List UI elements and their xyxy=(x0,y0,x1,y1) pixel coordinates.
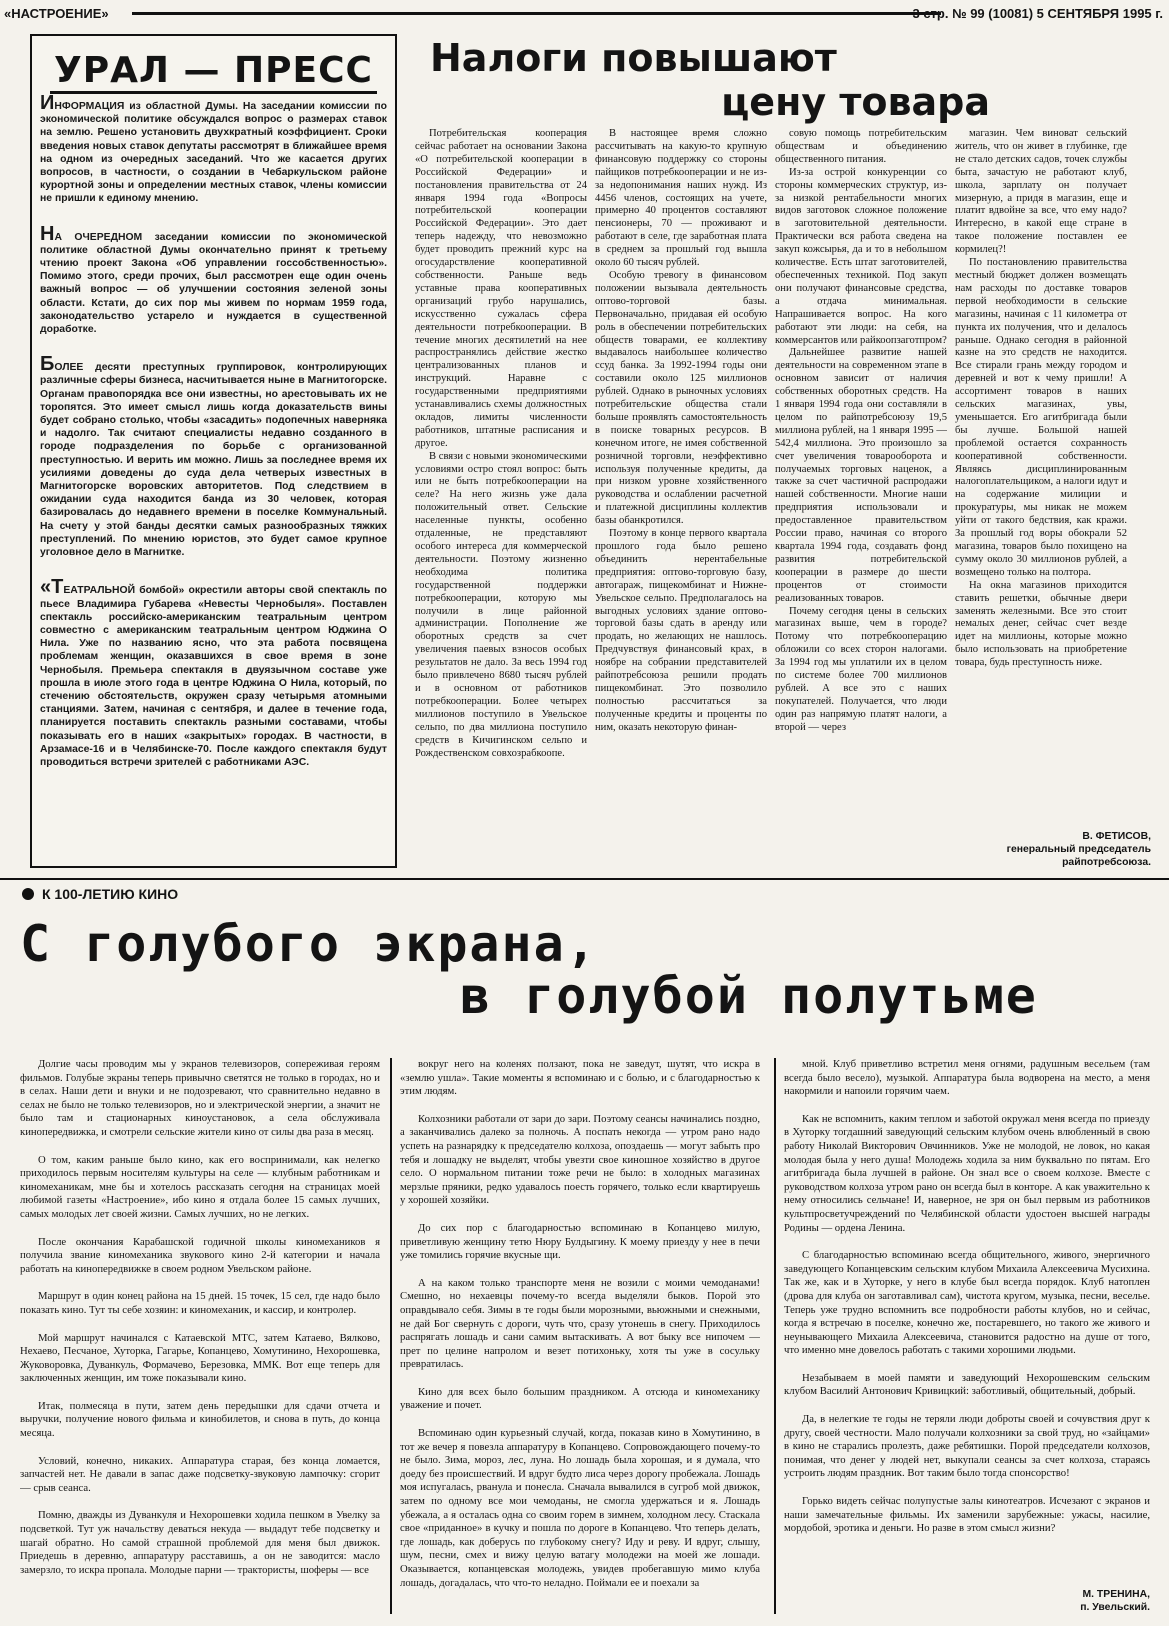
tax-paragraph: В связи с новыми экономическими условиями остро стоял вопрос: быть или не быть потребкооперации на селе? На него жизнь уже дала положительный ответ. Сельские населенные пункты, особенно отдаленные, не представляют особого интереса для коммерческой деятельности. Поэтому жизненно необходима политика государственной поддержки потребкооперации, которую мы получили в лице районной администрации. Пополнение же оборотных средств за счет увеличения паевых взносов особых результатов не дало. За весь 1994 год было привлечено 8680 тысяч рублей и в основном от работников потребкооперации. Более четырех миллионов поступило в Увельское сельпо, по два миллиона поступило средств в Кичигинском сельпо и Рождественском совхозрабкоопе. xyxy=(415,450,587,759)
ural-press-title: УРАЛ — ПРЕСС xyxy=(40,50,387,91)
cinema-paragraph: Условий, конечно, никаких. Аппаратура старая, без конца ломается, запчастей нет. Не давали в запас даже подсветку-звуковую лампочку: сгорит — срыв сеанса. xyxy=(20,1454,380,1494)
issue-info: 3 стр. № 99 (10081) 5 СЕНТЯБРЯ 1995 г. xyxy=(912,6,1163,21)
cinema-title-line1: С голубого экрана, xyxy=(20,915,598,973)
cinema-paragraph: Колхозники работали от зари до зари. Поэтому сеансы начинались поздно, а заканчивались далеко за полночь. А поспать некогда — утром рано надо успеть на разнарядку к председателю колхоза, опоздаешь — могут забыть про тебя и лошадку не выделят, чтобы увезти свое киношное хозяйство в другое село. О нормальном питании тоже речи не было: в холодных магазинах мерзлые пряники, редко удавалось поесть горячего, только если квартируешь у хорошей хозяйки. xyxy=(400,1112,760,1207)
news-item-lead: Б xyxy=(40,353,55,376)
news-item-lead: «Т xyxy=(40,576,64,599)
cinema-rubric xyxy=(22,886,178,902)
tax-signature-name: В. ФЕТИСОВ, xyxy=(1082,831,1151,842)
cinema-title-line2: в голубой полутьме xyxy=(460,967,1038,1025)
tax-paragraph: Из-за острой конкуренции со стороны коммерческих структур, из-за низкой рентабельности многих видов заготовок сложное положение в заготовительной деятельности. Практически вся работа сведена на закуп кожсырья, да и то в небольшом количестве. Есть штат заготовителей, обеспеченных техникой. Под закуп они получают финансовые средства, а отдача минимальная. Напрашивается вопрос. На кого работают эти люди: на себя, на коммерсантов или райкоопзаготпром? xyxy=(775,166,947,346)
cinema-paragraph: вокруг него на коленях ползают, пока не заведут, шутят, что искра в «землю ушла». Такие моменты я вспоминаю и с болью, и с благодарностью к этим людям. xyxy=(400,1058,760,1098)
news-item-text: НФОРМАЦИЯ из областной Думы. На заседании комиссии по экономической политике обсуждался вопрос о размерах ставок на землю. Решено установить двухкратный коэффициент. Сроки введения новых ставок депутаты рассмотрят в ближайшее время на одном из очередных заседаний. Что же касается других вопросов, в частности, о создании в Чебаркульском районе курортной зоны и определении местных ставок, члены комиссии не пришли к единому мнению. xyxy=(40,101,387,205)
tax-signature-role: генеральный председатель райпотребсоюза. xyxy=(1006,844,1151,868)
cinema-signature-name: М. ТРЕНИНА, xyxy=(1082,1589,1150,1600)
news-item xyxy=(40,222,387,337)
ural-press-box xyxy=(30,34,397,868)
tax-paragraph: Дальнейшее развитие нашей деятельности на современном этапе в основном зависит от наличия собственных оборотных средств. На 1 января 1994 года они составляли в целом по райпотребсоюзу 19,5 миллиона рублей, на 1 января 1995 — 542,4 миллиона. Это произошло за счет увеличения товарооборота и получаемых торговых наценок, а также за счет частичной распродажи нашей собственности. Многие наши предприятия использовали и предоставленное правительством России право, начиная со второго квартала 1994 года, создавать фонд развития потребительской кооперации в размере до шести процентов от стоимости реализованных товаров. xyxy=(775,347,947,604)
cinema-paragraph: Вспоминаю один курьезный случай, когда, показав кино в Хомутинино, в тот же вечер я повезла аппаратуру в Копанцево. Сопровождающего почему-то не было. Зима, мороз, лес, луна. Но лошадь была хорошая, и я думала, что доеду без происшествий. И вдруг будто лиса через дорогу пробежала. Лошадь моя испугалась, рванула и понесла. Сначала вывалился в сугроб мой движок, затем по одному все мои чемоданы, не смогла удержаться и я. Лошадь убежала, а я осталась одна со своим горем в зимнем, холодном лесу. Стаскала свое «приданное» в кучку и пошла по дороге в Копанцево. Что теперь делать, где лошадь, как доберусь по глубокому снегу? Иду и реву. И вдруг, слышу, шум, песни, смех и вижу целую ватагу молодежи на моей же лошади. Оказывается, копанцевская молодежь, увидев пробегавшую мимо клуба лошадь, догадалась, что что-то неладно. Поймали ее и поехали за xyxy=(400,1427,760,1589)
cinema-paragraph: А на каком только транспорте меня не возили с моими чемоданами! Смешно, но нехаевцы почему-то всегда выделяли быков. Порой это оправдывало себя. Зимы в те годы были морозными, вьюжными и снежными, не дай Бог свернуть с дороги, чуть что, сразу утонешь в снегу. Приходилось распрягать лошадь и сани самим вытаскивать. А вот быку все нипочем — прет по целине напролом и везет потихоньку, хотя ты уже в сосульку превратилась. xyxy=(400,1276,760,1371)
cinema-paragraph: Да, в нелегкие те годы не теряли люди доброты своей и сочувствия друг к другу, своей честности. Мало получали колхозники за свой труд, но «зайцами» в кино не старались пролезть, даже ребятишки. Порой председатели колхозов, понимая, что денег у людей нет, выкупали сеансы за счет колхоза, стараясь устроить людям праздник. Вот таким было тогда спонсорство! xyxy=(784,1413,1150,1480)
header-rule xyxy=(132,12,941,15)
cinema-paragraph: Маршрут в один конец района на 15 дней. 15 точек, 15 сел, где надо было показать кино. Тут ты себе хозяин: и киномеханик, и кассир, и контролер. xyxy=(20,1290,380,1316)
cinema-paragraph: мной. Клуб приветливо встретил меня огнями, радушным весельем (там всегда было весело), музыкой. Аппаратура была водворена на место, а меня накормили и напоили горячим чаем. xyxy=(784,1058,1150,1098)
cinema-article-title xyxy=(20,915,1160,1025)
tax-column-1 xyxy=(415,128,587,870)
tax-paragraph: магазин. Чем виноват сельский житель, что он живет в глубинке, где не стало детских садов, точек службы быта, зачастую не работают клуб, школа, зарплату он получает мизерную, а придя в магазин, еще и платит вдвойне за все, что ему надо? Интересно, в какой еще стране в такое положение поставлен ее кормилец?! xyxy=(955,128,1127,256)
tax-column-2 xyxy=(595,128,767,870)
tax-column-4 xyxy=(955,128,1127,828)
tax-title-line2: цену товара xyxy=(721,80,990,124)
cinema-paragraph: О том, каким раньше было кино, как его воспринимали, как нелегко приходилось первым носителям культуры на селе — клубным работникам и киномеханикам, мне бы и хотелось рассказать сегодня на страницах моей любимой газеты «Настроение», ибо кино я отдала более 15 самых лучших, самых молодых лет своей жизни. Самых лучших, но не легких. xyxy=(20,1153,380,1220)
cinema-paragraph: После окончания Карабашской годичной школы киномехаников я получила звание киномеханика звукового кино 2-й категории и начала работать на кинопередвижке в своем родном Увельском районе. xyxy=(20,1235,380,1275)
tax-paragraph: Почему сегодня цены в сельских магазинах выше, чем в городе? Потому что потребкооперацию обложили со всех сторон налогами. За 1994 год мы уплатили их в целом по системе более 700 миллионов рублей. А все это с наших покупателей. Получается, что люди один раз напрямую платят налоги, а второй — через xyxy=(775,605,947,733)
bullet-icon xyxy=(22,888,34,900)
tax-paragraph: В настоящее время сложно рассчитывать на какую-то крупную финансовую поддержку со стороны пайщиков потребкооперации и не из-за недопонимания наших нужд. Из 4456 членов, состоящих на учете, примерно 40 процентов составляют пенсионеры, 70 — проживают и работают в селе, где заработная плата в среднем за прошлый год вышла около 60 тысяч рублей. xyxy=(595,128,767,269)
tax-paragraph: Особую тревогу в финансовом положении вызывала деятельность оптово-торговой базы. Первоначально, придавая ей особую роль в обеспечении потребительских обществ товарами, ее коллективу выдавалось наибольшее количество ссуд банка. За 1992-1994 годы они составили около 125 миллионов рублей. Однако в рыночных условиях потребительские общества стали больше проявлять самостоятельность в поиске товарных ресурсов. В конечном итоге, не имея собственной розничной торговли, неэффективно используя полученные кредиты, да при низком уровне хозяйственного руководства и ослаблении расчетной и платежной дисциплины коллектив базы обанкротился. xyxy=(595,269,767,527)
news-item xyxy=(40,92,387,206)
tax-paragraph: По постановлению правительства местный бюджет должен возмещать нам расходы по доставке товаров первой необходимости в сельские магазины, начиная с 11 километра от пункта их получения, что и делалось раньше. Однако сегодня в районной казне на это средств не находится. Все стирали грань между городом и деревней и вот к чему пришли! А ассортимент товаров в наших сельских магазинах, увы, уменьшается. Его агитбригада были бы лучше. Большой нашей проблемой остается сохранность кооперативной собственности. Являясь дисциплинированным налогоплательщиком, а налоги идут и на содержание милиции и прокуратуры, мы никак не можем уйти от такого бедствия, как кражи. За прошлый год воры обокрали 52 магазина, товаров было похищено на сумму около 30 миллионов рублей, а возмещено только на полтора. xyxy=(955,257,1127,578)
cinema-paragraph: Незабываем в моей памяти и заведующий Нехорошевским сельским клубом Василий Антонович Кривицкий: заботливый, общительный, добрый. xyxy=(784,1371,1150,1398)
cinema-paragraph: Мой маршрут начинался с Катаевской МТС, затем Катаево, Вялково, Нехаево, Песчаное, Хуторка, Гагарье, Копанцево, Хомутинино, Нехорошевка, Жуковоровка, Дуванкуль, Формачево, Березовка, ММК. Вот еще теперь для заключенных женщин, им тоже показывали кино. xyxy=(20,1331,380,1385)
newspaper-name: «НАСТРОЕНИЕ» xyxy=(4,6,109,21)
cinema-column-2 xyxy=(400,1058,760,1613)
column-divider xyxy=(774,1058,776,1614)
cinema-signature xyxy=(880,1588,1150,1614)
section-divider xyxy=(0,878,1169,880)
cinema-paragraph: Как не вспомнить, каким теплом и заботой окружал меня всегда по приезду в Хуторку тогдашний заведующий сельским клубом очень влюбленный в свою работу Николай Викторович Овчинников. Уже не молодой, не ловок, но какая молодая была у него душа! Молодежь ходила за ним буквально по пятам. Его агитбригада была лучшей в районе. Он знал все о своем колхозе. Вместе с руководством колхоза утром рано он всегда был в конторе. А как уважительно к нему относились сельчане! И, наверное, не зря он был первым из работников культпросветучреждений по Челябинской области удостоен высшей награды Родины — ордена Ленина. xyxy=(784,1112,1150,1234)
cinema-paragraph: Помню, дважды из Дуванкуля и Нехорошевки ходила пешком в Увелку за подсветкой. Тут уж начальству деваться некуда — выдадут тебе подсветку и шагай обратно. Но самой страшной проблемой для меня был движок. Приедешь в деревню, аппаратуру расставишь, а он не заводится: масло замерзло, то искра пропала. Молодые парни — трактористы, шоферы — все xyxy=(20,1509,380,1576)
cinema-paragraph: Горько видеть сейчас полупустые залы кинотеатров. Исчезают с экранов и наши замечательные фильмы. Их заменили зарубежные: ужасы, насилие, мордобой, эротика и деньги. Но разве в этом смысл жизни? xyxy=(784,1495,1150,1535)
news-item xyxy=(40,576,387,769)
tax-paragraph: Поэтому в конце первого квартала прошлого года было решено объединить нерентабельные предприятия: оптово-торговую базу, автогараж, пищекомбинат и Нижне-Увельское сельпо. Предполагалось на выгодных условиях здание оптово-торговой базы сдать в аренду или продать, но желающих не нашлось. Предчувствуя финансовый крах, в ноябре на собрании представителей райпотребсоюза решили продать пищекомбинат. Это позволило полностью рассчитаться за полученные кредиты и проценты по ним, оказать некоторую финан- xyxy=(595,528,767,733)
news-item-text: ЕАТРАЛЬНОЙ бомбой» окрестили авторы свой спектакль по пьесе Владимира Губарева «Невесты Чернобыля». Поставлен спектакль российско-американским театральным центром совместно с американским театральным центром Юджина О Нила. Уже по названию ясно, что эта работа посвящена проблемам женщин, оказавшихся в свое время в зоне Чернобыля. Премьера спектакля в двуязычном составе уже прошла в июле этого года в центре Юджина О Нила, который, по стечению обстоятельств, окружен сразу четырьмя атомными станциями. Затем, начиная с сентября, и далее в течение года, планируется поставить спектакль разными составами, чтобы показывать его в наших «закрытых» городах. В частности, в Арзамасе-16 и в Челябинске-70. После каждого спектакля будут проводиться встречи зрителей с работниками АЭС. xyxy=(40,585,387,768)
tax-title-line1: Налоги повышают xyxy=(430,36,837,80)
cinema-paragraph: До сих пор с благодарностью вспоминаю в Копанцево милую, приветливую женщину тетю Нюру Булдыгину. К моему приезду у нее в печи уже томились горячие вкусные щи. xyxy=(400,1221,760,1262)
cinema-signature-place: п. Увельский. xyxy=(1080,1602,1150,1613)
cinema-paragraph: Долгие часы проводим мы у экранов телевизоров, сопереживая героям фильмов. Голубые экраны теперь привычно светятся не только в городах, но и в селах. Наши дети и внуки и не подозревают, что сравнительно недавно в селах не было не только телевизоров, но и электрической энергии, а значит не было там и стационарных киноустановок, а села обслуживала кинопередвижка, и смотрели сельские жители кино от силы два раза в месяц. xyxy=(20,1058,380,1138)
tax-column-3 xyxy=(775,128,947,870)
cinema-column-1 xyxy=(20,1058,380,1613)
tax-paragraph: совую помощь потребительским обществам и объединению общественного питания. xyxy=(775,128,947,165)
tax-paragraph: На окна магазинов приходится ставить решетки, обычные двери заменять железными. Все это стоит немалых денег, сейчас счет везде идет на миллионы, которые можно было использовать на приобретение товара, будь преступность ниже. xyxy=(955,579,1127,669)
tax-paragraph: Потребительская кооперация сейчас работает на основании Закона «О потребительской кооперации в Российской Федерации» и постановления правительства от 24 января 1994 года «Вопросы потребительской кооперации Российской Федерации». Это дает теперь надежду, что невозможно будет проводить прежний курс на огосударствление кооперативной собственности. Раньше ведь уставные права кооперативных организаций грубо нарушались, искусственно сужалась сфера деятельности потребкооперации. В течение многих десятилетий на нее распространялись действие жестко централизованных планов и инструкций. Наравне с государственными предприятиями устанавливались схемы должностных окладов, лимиты численности работников, штатные расписания и другое. xyxy=(415,128,587,449)
news-item-text: А ОЧЕРЕДНОМ заседании комиссии по экономической политике областной Думы окончательно принят к третьему чтению проект Закона «Об управлении госсобственностью». Помимо этого, среди прочих, был рассмотрен еще один очень важный вопрос — об улучшении состояния зеленой зоны области. Кстати, до сих пор мы живем по нормам 1959 года, законодательство устарело и нуждается в существенной доработке. xyxy=(40,231,387,336)
page-header xyxy=(0,0,1169,24)
cinema-rubric-label: К 100-ЛЕТИЮ КИНО xyxy=(42,886,179,902)
news-item-lead: И xyxy=(40,92,55,114)
tax-signature xyxy=(955,830,1151,869)
cinema-paragraph: Итак, полмесяца в пути, затем день передышки для сдачи отчета и выручки, получение нового фильма и кинобилетов, и снова в путь, до конца месяца. xyxy=(20,1399,380,1440)
news-item-lead: Н xyxy=(40,222,55,245)
column-divider xyxy=(390,1058,392,1614)
cinema-column-3 xyxy=(784,1058,1150,1578)
tax-article-title xyxy=(430,36,1160,126)
cinema-paragraph: С благодарностью вспоминаю всегда общительного, живого, энергичного заведующего Копанцевским сельским клубом Михаила Алексеевича Мусихина. Так же, как и в Хуторке, у него в клубе был всегда порядок. Клуб натоплен (дрова для клуба он заготавливал сам), чистота кругом, музыка, песни, веселье. Теперь уже трудно вспомнить все подробности работы клубов, но и сейчас, когда я встречаю в поселке, конечно же, постаревшего, но такого же живого и неунывающего Михаила Алексеевича, становится радостно на душе от того, что именно мне довелось работать с такими хорошими людьми. xyxy=(784,1249,1150,1357)
news-item xyxy=(40,353,387,559)
cinema-paragraph: Кино для всех было большим праздником. А отсюда и киномеханику уважение и почет. xyxy=(400,1385,760,1412)
ural-press-items xyxy=(40,92,387,769)
news-item-text: ОЛЕЕ десяти преступных группировок, контролирующих различные сферы бизнеса, насчитывается ныне в Магнитогорске. Органам правопорядка все они известны, но арестовывать их не торопятся. Это имеет смысл лишь когда доказательств вины будет собрано столько, чтобы «засадить» подопечных наверняка и надолго. Так считают специалисты недавно созданного в городе подразделения по борьбе с организованной преступностью. И верить им можно. Лишь за последнее время их усилиями доведены до суда дела четверых известных в Магнитогорске воровских авторитетов. Под следствием в ожидании суда находится банда из 30 человек, которая базировалась до недавнего времени в поселке Коммунальный. На счету у этой банды десятки самых разнообразных тяжких преступлений. По мнению юристов, это будет самое крупное уголовное дело в Магнитке. xyxy=(40,362,387,559)
